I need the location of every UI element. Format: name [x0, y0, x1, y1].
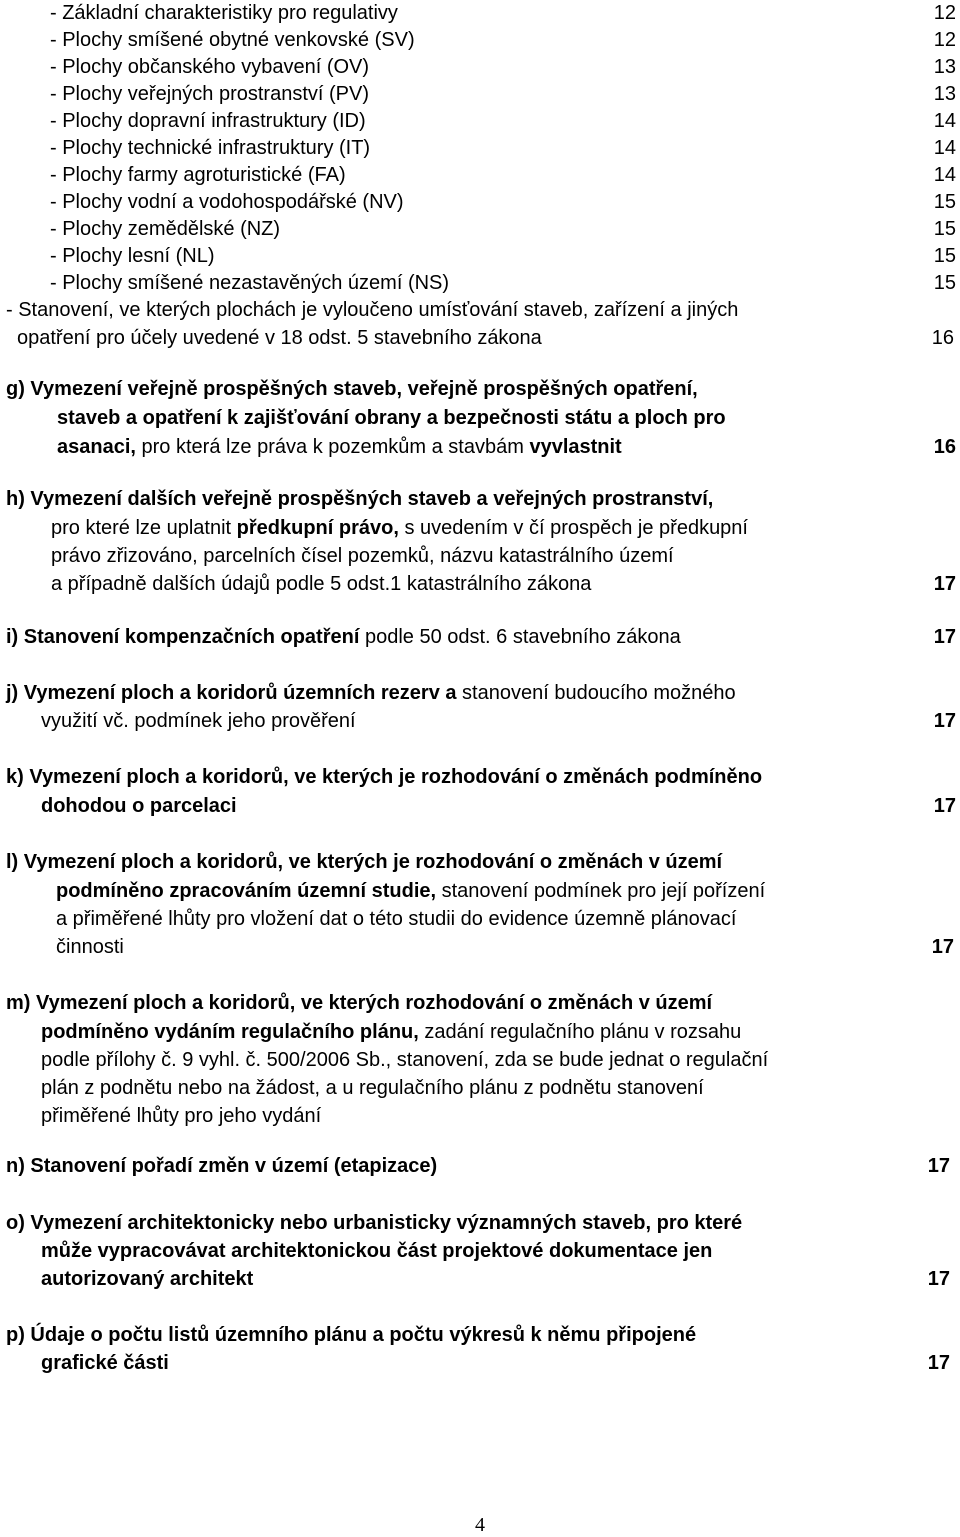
- section-g-line: staveb a opatření k zajišťování obrany a bezpečnosti státu a ploch pro: [57, 407, 726, 429]
- section-h-line: pro které lze uplatnit předkupní právo, s uvedením v čí prospěch je předkupní: [51, 517, 748, 539]
- section-j-heading: j) Vymezení ploch a koridorů územních rezerv a stanovení budoucího možného: [6, 682, 736, 704]
- section-m-line: přiměřené lhůty pro jeho vydání: [41, 1105, 322, 1127]
- section-o-line: autorizovaný architekt: [41, 1268, 254, 1290]
- section-i-page: 17: [933, 626, 956, 648]
- toc-entry-page: 14: [933, 110, 956, 132]
- toc-entry-text: opatření pro účely uvedené v 18 odst. 5 stavebního zákona: [17, 327, 542, 349]
- toc-entry-text: - Plochy smíšené obytné venkovské (SV): [50, 29, 415, 51]
- section-o-heading: o) Vymezení architektonicky nebo urbanisticky významných staveb, pro které: [6, 1212, 743, 1234]
- section-m-line: podle přílohy č. 9 vyhl. č. 500/2006 Sb., stanovení, zda se bude jednat o regulační: [41, 1049, 769, 1071]
- section-k-heading: k) Vymezení ploch a koridorů, ve kterých je rozhodování o změnách podmíněno: [6, 766, 763, 788]
- toc-entry-page: 12: [933, 29, 956, 51]
- toc-entry-page: 15: [933, 272, 956, 294]
- toc-entry-text: - Plochy vodní a vodohospodářské (NV): [50, 191, 404, 213]
- section-g-page: 16: [933, 436, 956, 458]
- section-p-heading: p) Údaje o počtu listů územního plánu a počtu výkresů k němu připojené: [6, 1324, 697, 1346]
- section-m-line: podmíněno vydáním regulačního plánu, zadání regulačního plánu v rozsahu: [41, 1021, 742, 1043]
- section-k-page: 17: [933, 795, 956, 817]
- toc-entry-text: - Plochy technické infrastruktury (IT): [50, 137, 371, 159]
- section-h-line: a případně dalších údajů podle 5 odst.1 katastrálního zákona: [51, 573, 592, 595]
- section-o-line: může vypracovávat architektonickou část projektové dokumentace jen: [41, 1240, 713, 1262]
- toc-entry-text: - Plochy veřejných prostranství (PV): [50, 83, 369, 105]
- section-k-line: dohodou o parcelaci: [41, 795, 237, 817]
- section-n-page: 17: [927, 1155, 950, 1177]
- section-n-heading: n) Stanovení pořadí změn v území (etapizace): [6, 1155, 438, 1177]
- section-p-line: grafické části: [41, 1352, 169, 1374]
- toc-entry-page: 16: [931, 327, 954, 349]
- section-l-line: podmíněno zpracováním územní studie, stanovení podmínek pro její pořízení: [56, 880, 766, 902]
- section-h-line: právo zřizováno, parcelních čísel pozemků, názvu katastrálního území: [51, 545, 674, 567]
- toc-entry-page: 14: [933, 137, 956, 159]
- toc-entry-page: 14: [933, 164, 956, 186]
- section-h-heading: h) Vymezení dalších veřejně prospěšných staveb a veřejných prostranství,: [6, 488, 714, 510]
- page-number: 4: [475, 1514, 485, 1536]
- section-o-page: 17: [927, 1268, 950, 1290]
- toc-entry-page: 12: [933, 2, 956, 24]
- toc-entry-page: 15: [933, 191, 956, 213]
- toc-entry-page: 13: [933, 56, 956, 78]
- section-h-page: 17: [933, 573, 956, 595]
- section-m-heading: m) Vymezení ploch a koridorů, ve kterých rozhodování o změnách v území: [6, 992, 713, 1014]
- toc-entry-page: 15: [933, 218, 956, 240]
- section-j-line: využití vč. podmínek jeho prověření: [41, 710, 356, 732]
- toc-entry-text: - Stanovení, ve kterých plochách je vyloučeno umísťování staveb, zařízení a jiných: [6, 299, 739, 321]
- section-l-page: 17: [931, 936, 954, 958]
- section-l-line: a přiměřené lhůty pro vložení dat o této studii do evidence územně plánovací: [56, 908, 737, 930]
- section-g-line: asanaci, pro která lze práva k pozemkům a stavbám vyvlastnit: [57, 436, 622, 458]
- section-l-line: činnosti: [56, 936, 124, 958]
- toc-entry-page: 15: [933, 245, 956, 267]
- toc-entry-text: - Plochy lesní (NL): [50, 245, 215, 267]
- section-g-heading: g) Vymezení veřejně prospěšných staveb, veřejně prospěšných opatření,: [6, 378, 698, 400]
- toc-entry-text: - Plochy farmy agroturistické (FA): [50, 164, 346, 186]
- toc-entry-page: 13: [933, 83, 956, 105]
- section-p-page: 17: [927, 1352, 950, 1374]
- toc-entry-text: - Plochy smíšené nezastavěných území (NS): [50, 272, 450, 294]
- toc-entry-text: - Základní charakteristiky pro regulativy: [50, 2, 398, 24]
- section-m-line: plán z podnětu nebo na žádost, a u regulačního plánu z podnětu stanovení: [41, 1077, 704, 1099]
- toc-entry-text: - Plochy občanského vybavení (OV): [50, 56, 370, 78]
- section-l-heading: l) Vymezení ploch a koridorů, ve kterých je rozhodování o změnách v území: [6, 851, 723, 873]
- section-i-heading: i) Stanovení kompenzačních opatření podle 50 odst. 6 stavebního zákona: [6, 626, 681, 648]
- section-j-page: 17: [933, 710, 956, 732]
- toc-entry-text: - Plochy zemědělské (NZ): [50, 218, 281, 240]
- toc-entry-text: - Plochy dopravní infrastruktury (ID): [50, 110, 366, 132]
